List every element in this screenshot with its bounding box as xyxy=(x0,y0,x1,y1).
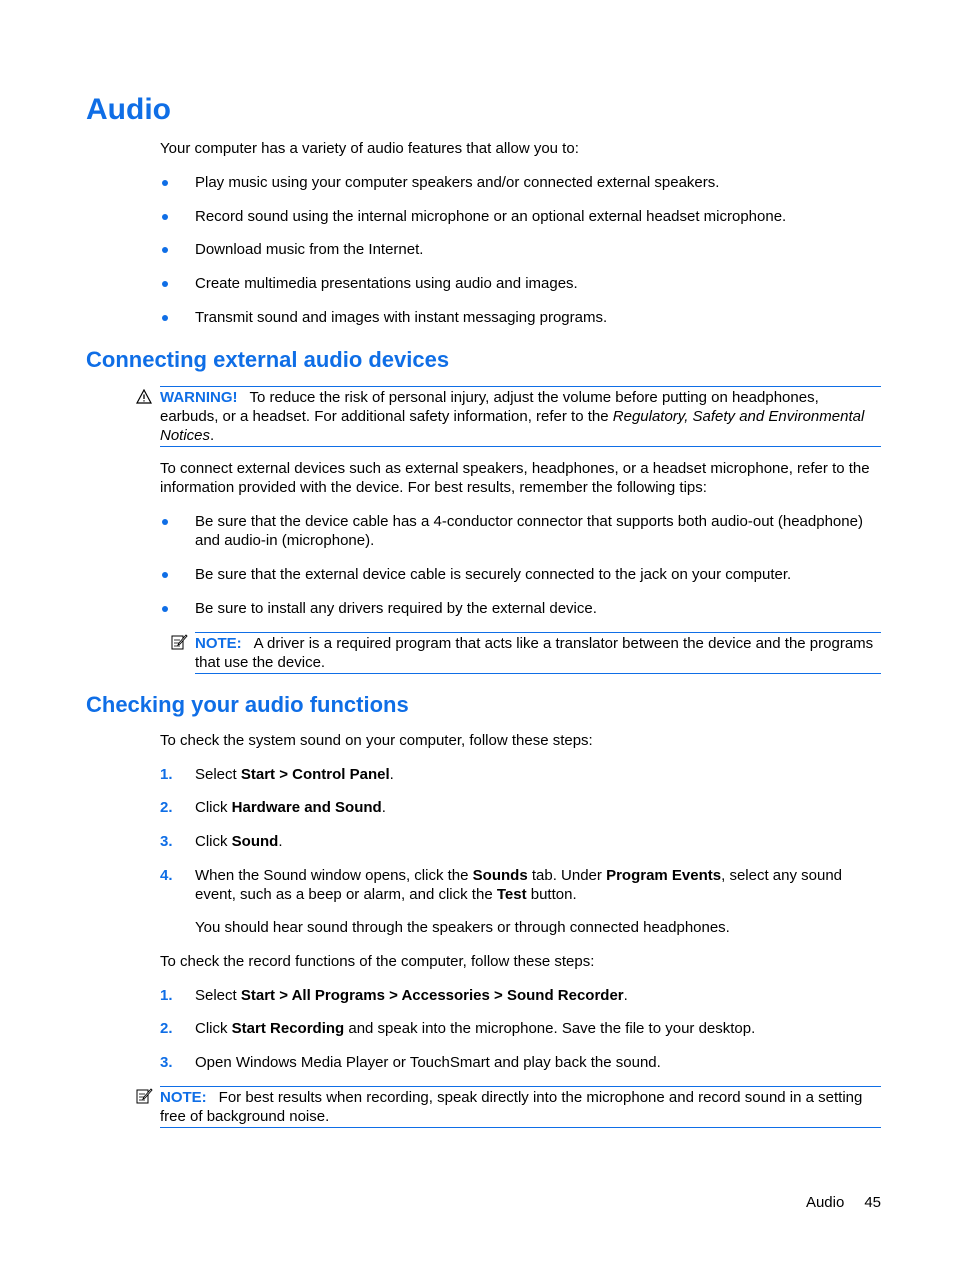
page-number: 45 xyxy=(864,1194,881,1211)
list-item: Download music from the Internet. xyxy=(160,240,882,259)
step-item: 3. Open Windows Media Player or TouchSmart and play back the sound. xyxy=(160,1054,661,1071)
note-icon xyxy=(136,1088,153,1104)
bullet-icon xyxy=(162,572,168,578)
bullet-icon xyxy=(162,180,168,186)
page-footer xyxy=(806,1193,881,1212)
step-item: 3. Click Sound. xyxy=(160,833,283,850)
note-icon xyxy=(171,634,188,650)
list-item: Transmit sound and images with instant messaging programs. xyxy=(160,308,882,327)
list-item: Create multimedia presentations using audio and images. xyxy=(160,274,882,293)
note-callout-recording xyxy=(160,1086,881,1128)
list-item: Be sure to install any drivers required by the external device. xyxy=(160,599,882,618)
page-title: Audio xyxy=(86,93,171,126)
intro-paragraph: Your computer has a variety of audio features that allow you to: xyxy=(160,140,579,157)
bullet-icon xyxy=(162,315,168,321)
bullet-icon xyxy=(162,519,168,525)
warning-label: WARNING! xyxy=(160,389,238,406)
list-item: Record sound using the internal microphone or an optional external headset microphone. xyxy=(160,207,882,226)
list-item: Play music using your computer speakers and/or connected external speakers. xyxy=(160,173,882,192)
footer-section: Audio xyxy=(805,1194,845,1211)
connect-paragraph: To connect external devices such as external speakers, headphones, or a headset microphone, refer to the information provided with the device. For best results, remember the following tips: xyxy=(160,460,870,496)
step-item: 4. When the Sound window opens, click the Sounds tab. Under Program Events, select any sound event, such as a beep or alarm, and click the Test button. xyxy=(160,867,843,903)
bullet-icon xyxy=(162,214,168,220)
bullet-icon xyxy=(162,247,168,253)
section-heading-checking: Checking your audio functions xyxy=(86,692,409,717)
note-text: A driver is a required program that acts like a translator between the device and the programs that use the device. xyxy=(195,635,874,671)
list-item: Be sure that the device cable has a 4-conductor connector that supports both audio-out (headphone) and audio-in (microphone). xyxy=(160,512,882,550)
step-item: 2. Click Hardware and Sound. xyxy=(160,799,386,816)
warning-text: To reduce the risk of personal injury, adjust the volume before putting on headphones, earbuds, or a headset. For additional safety information, refer to the xyxy=(160,389,819,425)
step-followup: You should hear sound through the speakers or through connected headphones. xyxy=(195,919,730,936)
step-item: 1. Select Start > All Programs > Accessories > Sound Recorder. xyxy=(160,987,628,1004)
step-item: 1. Select Start > Control Panel. xyxy=(160,766,394,783)
warning-icon xyxy=(136,389,152,404)
note-callout-driver xyxy=(195,632,881,674)
list-item: Be sure that the external device cable is securely connected to the jack on your computer. xyxy=(160,565,882,584)
note-label: NOTE: xyxy=(195,635,242,652)
check-sound-intro: To check the system sound on your computer, follow these steps: xyxy=(160,732,593,749)
warning-reference: Regulatory, Safety and Environmental Notices xyxy=(160,408,865,444)
bullet-icon xyxy=(162,281,168,287)
note-text: For best results when recording, speak directly into the microphone and record sound in a setting free of background noise. xyxy=(160,1089,863,1125)
check-record-intro: To check the record functions of the computer, follow these steps: xyxy=(160,953,595,970)
note-label: NOTE: xyxy=(160,1089,207,1106)
step-item: 2. Click Start Recording and speak into the microphone. Save the file to your desktop. xyxy=(160,1020,756,1037)
warning-callout: WARNING! To reduce the risk of personal injury, adjust the volume before putting on headphones, earbuds, or a headset. For additional safety information, refer to the Regulatory, Safety and Environmental Notices. xyxy=(160,386,881,447)
bullet-icon xyxy=(162,606,168,612)
section-heading-connecting: Connecting external audio devices xyxy=(86,347,450,372)
